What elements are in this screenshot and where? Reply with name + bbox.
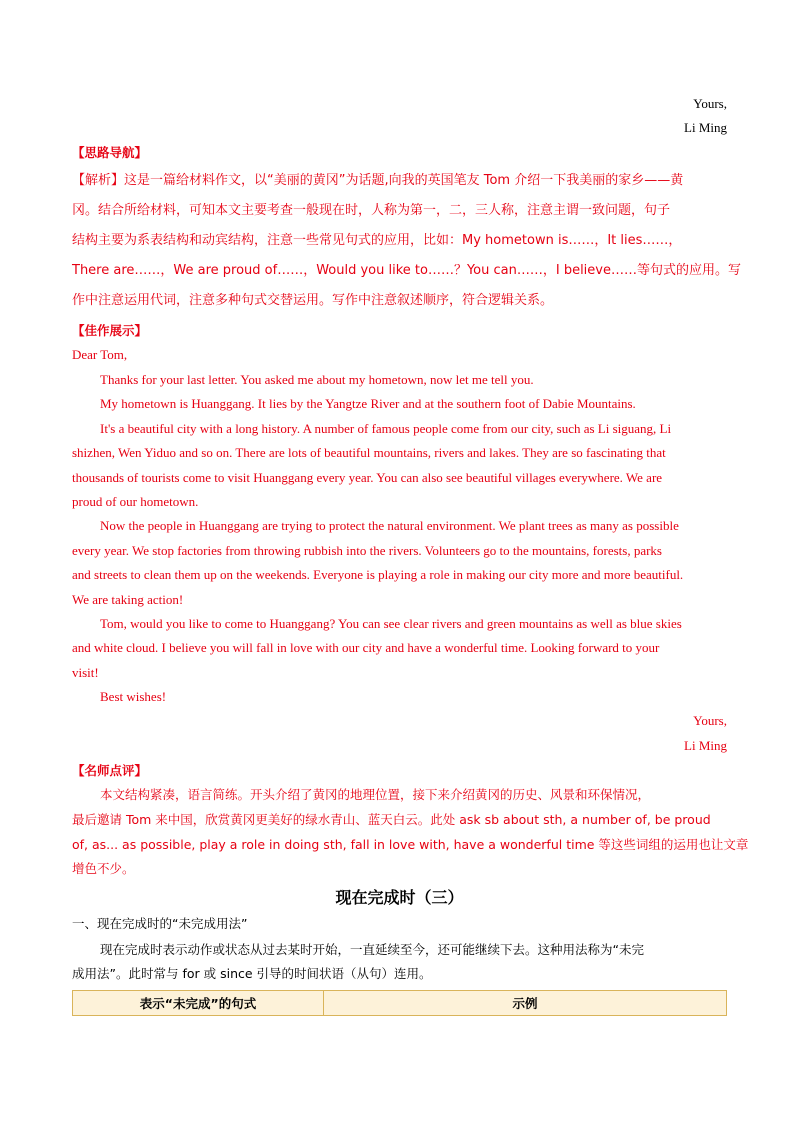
letter-greeting: Dear Tom, [72, 347, 128, 362]
grammar-section-heading: 一、现在完成时的“未完成用法” [72, 916, 248, 931]
letter-closing-name: Li Ming [684, 738, 727, 753]
analysis-line: 【解析】这是一篇给材料作文，以“美丽的黄冈”为话题,向我的英国笔友 Tom 介绍一下我美丽的家乡——黄 [72, 173, 684, 188]
comment-line: 增色不少。 [72, 861, 135, 876]
analysis-line: There are……，We are proud of……，Would you like to……？You can……，I believe……等句式的应用。写 [72, 263, 741, 278]
closing-yours-top: Yours, [693, 96, 727, 111]
guide-heading: 【思路导航】 [72, 145, 148, 160]
sample-heading: 【佳作展示】 [72, 323, 148, 338]
letter-line: Tom, would you like to come to Huanggang? You can see clear rivers and green mountains as well as blue skies [100, 616, 682, 631]
closing-name-top: Li Ming [684, 120, 727, 135]
comment-line: 本文结构紧凑，语言简练。开头介绍了黄冈的地理位置，接下来介绍黄冈的历史、风景和环保情况， [100, 787, 651, 802]
letter-line: proud of our hometown. [72, 494, 199, 509]
letter-line: Now the people in Huanggang are trying to protect the natural environment. We plant trees as many as possible [100, 518, 679, 533]
table-header-pattern: 表示“未完成”的句式 [73, 991, 324, 1016]
analysis-line: 作中注意运用代词，注意多种句式交替运用。写作中注意叙述顺序，符合逻辑关系。 [72, 293, 554, 308]
letter-line: It's a beautiful city with a long history. A number of famous people come from our city, such as Li siguang, Li [100, 421, 672, 436]
grammar-paragraph-line: 成用法”。此时常与 for 或 since 引导的时间状语（从句）连用。 [72, 966, 432, 981]
comment-line: 最后邀请 Tom 来中国，欣赏黄冈更美好的绿水青山、蓝天白云。此处 ask sb about sth, a number of, be proud [72, 812, 711, 827]
grammar-paragraph-line: 现在完成时表示动作或状态从过去某时开始，一直延续至今，还可能继续下去。这种用法称为“未完 [100, 942, 644, 957]
comment-heading: 【名师点评】 [72, 763, 148, 778]
letter-line: shizhen, Wen Yiduo and so on. There are lots of beautiful mountains, rivers and lakes. They are so fascinating that [72, 445, 666, 460]
analysis-line: 结构主要为系表结构和动宾结构，注意一些常见句式的应用，比如：My hometown is……，It lies……， [72, 233, 682, 248]
comment-line: of, as... as possible, play a role in doing sth, fall in love with, have a wonderful time 等这些词组的运用也让文章 [72, 837, 749, 852]
letter-closing-yours: Yours, [693, 713, 727, 728]
grammar-title: 现在完成时（三） [335, 888, 464, 907]
analysis-line: 冈。结合所给材料，可知本文主要考查一般现在时，人称为第一，二，三人称，注意主谓一致问题，句子 [72, 203, 671, 218]
table-header-example: 示例 [324, 991, 727, 1016]
letter-line: thousands of tourists come to visit Huanggang every year. You can also see beautiful villages everywhere. We are [72, 470, 663, 485]
letter-line: and white cloud. I believe you will fall in love with our city and have a wonderful time. Looking forward to your [72, 640, 660, 655]
letter-line: My hometown is Huanggang. It lies by the Yangtze River and at the southern foot of Dabie Mountains. [100, 396, 636, 411]
usage-table [72, 990, 727, 1016]
letter-line: every year. We stop factories from throwing rubbish into the rivers. Volunteers go to the mountains, forests, parks [72, 543, 662, 558]
letter-line: and streets to clean them up on the weekends. Everyone is playing a role in making our city more and more beautiful. [72, 567, 684, 582]
letter-line: visit! [72, 665, 99, 680]
table-header-row [73, 991, 727, 1016]
letter-line: Thanks for your last letter. You asked me about my hometown, now let me tell you. [100, 372, 534, 387]
letter-line: We are taking action! [72, 592, 184, 607]
letter-sign-off: Best wishes! [100, 689, 167, 704]
